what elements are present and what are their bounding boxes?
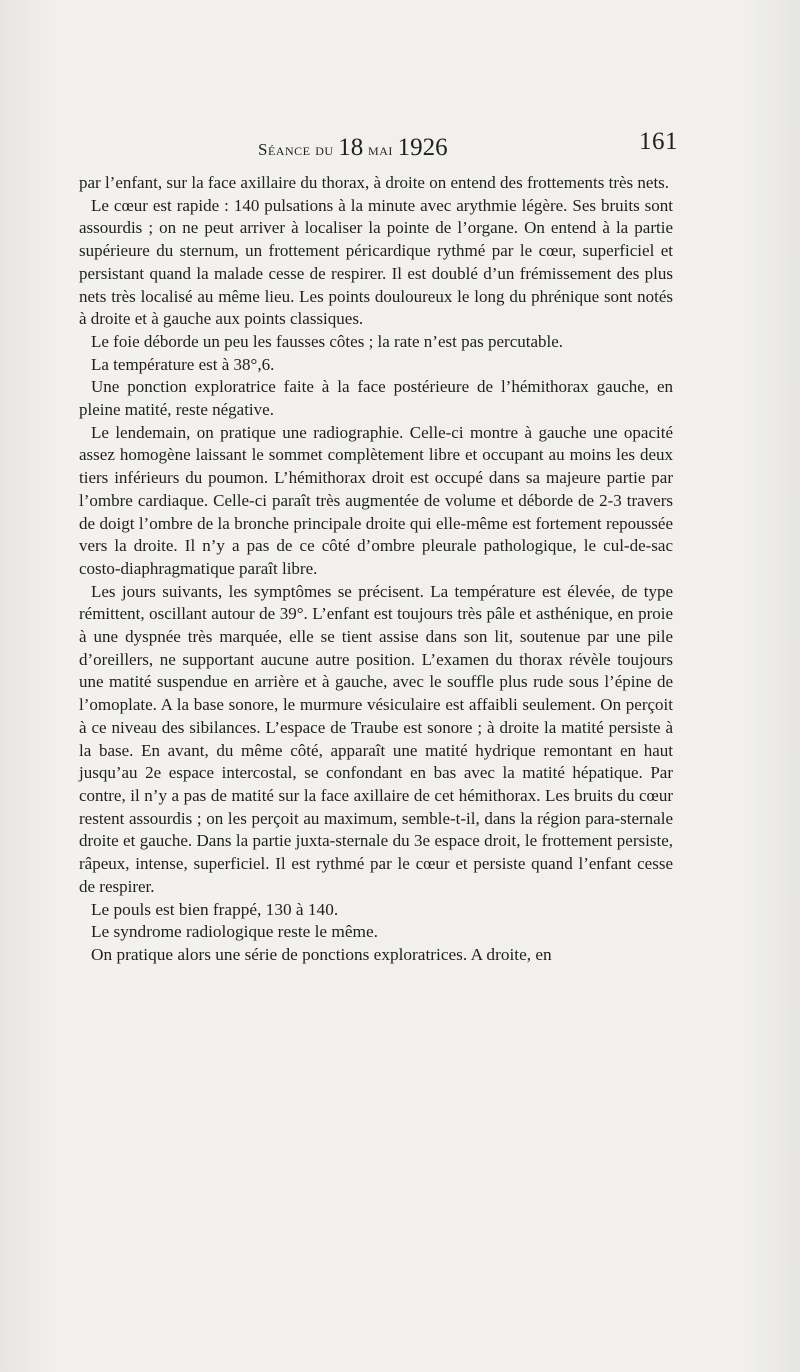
paragraph: Une ponction exploratrice faite à la face postérieure de l’hémithorax gauche, en pleine matité, reste négative. [79,377,673,420]
page-number: 161 [639,128,678,155]
running-title-prefix: Séance du [258,140,334,159]
running-title [258,134,448,162]
paragraph: par l’enfant, sur la face axillaire du thorax, à droite on entend des frottements très nets. [79,173,670,192]
page-header [258,128,678,160]
paragraph: Le cœur est rapide : 140 pulsations à la minute avec arythmie légère. Ses bruits sont assourdis ; on ne peut arriver à localiser la pointe de l’organe. On entend à la partie supérieure du sternum, un frottement péricardique rythmé par le cœur, superficiel et persistant quand la malade cesse de respirer. Il est doublé d’un frémissement des plus nets très localisé au même lieu. Les points douloureux le long du phrénique sont notés à droite et à gauche aux points classiques. [79,195,673,329]
running-title-day: 18 [338,134,364,161]
paragraph: Le pouls est bien frappé, 130 à 140. [91,899,339,919]
paragraph: La température est à 38°,6. [91,354,275,374]
running-title-year: 1926 [397,134,448,161]
paragraph: Les jours suivants, les symptômes se précisent. La température est élevée, de type rémittent, oscillant autour de 39°. L’enfant est toujours très pâle et asthénique, en proie à une dyspnée très marquée, elle se tient assise dans son lit, soutenue par une pile d’oreillers, ne supportant aucune autre position. L’examen du thorax révèle toujours une matité suspendue en arrière et à gauche, avec le souffle plus rude sous l’épine de l’omoplate. A la base sonore, le murmure vésiculaire est affaibli seulement. On perçoit à ce niveau des sibilances. L’espace de Traube est sonore ; à droite la matité persiste à la base. En avant, du même côté, apparaît une matité hydrique remontant en haut jusqu’au 2e espace intercostal, se confondant en bas avec la matité hépatique. Par contre, il n’y a pas de matité sur la face axillaire de cet hémithorax. Les bruits du cœur restent assourdis ; on les perçoit au maximum, semble-t-il, dans la région para-sternale droite et gauche. Dans la partie juxta-sternale du 3e espace droit, le frottement persiste, râpeux, intense, superficiel. Il est rythmé par le cœur et persiste quand l’enfant cesse de respirer. [79,581,673,896]
paragraph: Le syndrome radiologique reste le même. [91,922,378,942]
paragraph: Le foie déborde un peu les fausses côtes ; la rate n’est pas percutable. [91,331,564,351]
running-title-month: mai [368,140,393,159]
body-text [79,172,673,967]
paragraph: On pratique alors une série de ponctions exploratrices. A droite, en [91,944,552,964]
paragraph: Le lendemain, on pratique une radiographie. Celle-ci montre à gauche une opacité assez homogène laissant le sommet complètement libre et occupant au moins les deux tiers inférieurs du poumon. L’hémithorax droit est occupé dans sa majeure partie par l’ombre cardiaque. Celle-ci paraît très augmentée de volume et déborde de 2-3 travers de doigt l’ombre de la bronche principale droite qui elle-même est fortement repoussée vers la droite. Il n’y a pas de ce côté d’ombre pleurale pathologique, le cul-de-sac costo-diaphragmatique paraît libre. [79,422,673,578]
